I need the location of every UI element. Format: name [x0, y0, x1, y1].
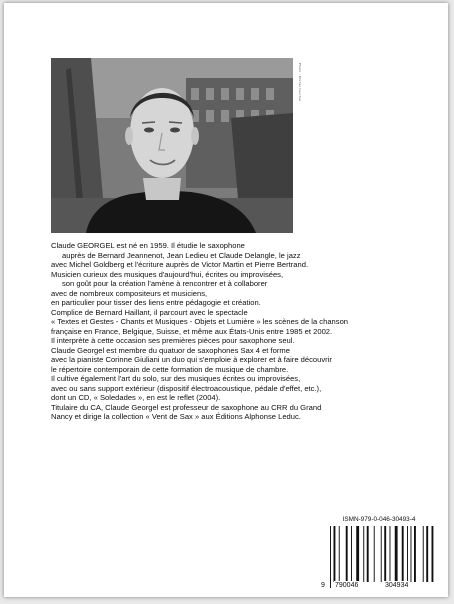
bio-line: avec ou sans support extérieur (dispositif électroacoustique, pédale d'effet, etc.),	[51, 383, 322, 393]
back-cover-page	[4, 3, 448, 597]
bio-line: le répertoire contemporain de cette formation de musique de chambre.	[51, 364, 289, 374]
barcode-bar	[432, 526, 434, 582]
barcode-bar	[346, 526, 348, 582]
bio-line: Complice de Bernard Haillant, il parcourt avec le spectacle	[51, 307, 248, 317]
barcode-bar	[334, 526, 336, 582]
barcode-bars	[320, 526, 438, 588]
bio-line: en particulier pour tisser des liens entre pédagogie et création.	[51, 298, 261, 307]
barcode-bar	[367, 526, 369, 582]
barcode-bar	[339, 526, 340, 582]
bio-line: Titulaire du CA, Claude Georgel est professeur de saxophone au CRR du Grand	[51, 402, 322, 412]
photo-credit: Photo : Michel Courtier	[298, 63, 302, 102]
barcode-bar	[363, 526, 364, 582]
bio-line: avec de nombreux compositeurs et musiciens,	[51, 288, 208, 298]
barcode-bar	[330, 526, 331, 588]
barcode-bar	[381, 526, 382, 582]
barcode-bar	[384, 526, 386, 582]
bio-line: dont un CD, « Soledades », en est le reflet (2004).	[51, 393, 221, 402]
author-portrait-image	[51, 58, 293, 233]
bio-line: son goût pour la création l'amène à rencontrer et à collaborer	[62, 279, 268, 288]
barcode-bar	[374, 526, 375, 582]
bio-line: Nancy et dirige la collection « Vent de Sax » aux Éditions Alphonse Leduc.	[51, 412, 301, 421]
barcode-bar	[351, 526, 352, 582]
barcode-lead-digit: 9	[321, 582, 325, 589]
barcode-bar	[356, 526, 359, 582]
bio-line: « Textes et Gestes - Chants et Musiques - Objets et Lumière » les scènes de la chanson	[51, 317, 349, 326]
bio-line: Musicien curieux des musiques d'aujourd'hui, écrites ou improvisées,	[51, 269, 284, 279]
barcode-bar	[407, 526, 408, 588]
author-photo	[51, 58, 293, 233]
barcode	[320, 526, 438, 594]
barcode-bar	[414, 526, 416, 582]
barcode-bar	[411, 526, 412, 582]
barcode-bar	[426, 526, 428, 582]
barcode-bar	[402, 526, 404, 582]
bio-line: avec la pianiste Corinne Giuliani un duo qui s'emploie à explorer et à faire découvrir	[51, 355, 332, 364]
barcode-right-digits: 304934	[385, 582, 409, 589]
barcode-bar	[423, 526, 424, 582]
bio-line: auprès de Bernard Jeannenot, Jean Ledieu et Claude Delangle, le jazz	[62, 250, 301, 260]
bio-line: française en France, Belgique, Suisse, et même aux États-Unis entre 1985 et 2002.	[51, 326, 333, 336]
barcode-bar	[395, 526, 398, 582]
author-biography	[51, 241, 431, 422]
bio-line: avec Michel Goldberg et l'écriture auprès de Victor Martin et Pierre Bertrand.	[51, 260, 309, 269]
bio-line: Il cultive également l'art du solo, sur des musiques écrites ou improvisées,	[51, 374, 301, 383]
bio-line: Claude GEORGEL est né en 1959. Il étudie le saxophone	[51, 241, 245, 250]
bio-line: Claude Georgel est membre du quatuor de saxophones Sax 4 et forme	[51, 345, 290, 355]
ismn-number: ISMN-979-0-046-30493-4	[342, 516, 416, 523]
barcode-left-digits: 790046	[335, 582, 359, 589]
bio-line: Il interprète à cette occasion ses premières pièces pour saxophone seul.	[51, 336, 295, 345]
barcode-block	[320, 516, 438, 594]
barcode-bar	[390, 526, 391, 582]
